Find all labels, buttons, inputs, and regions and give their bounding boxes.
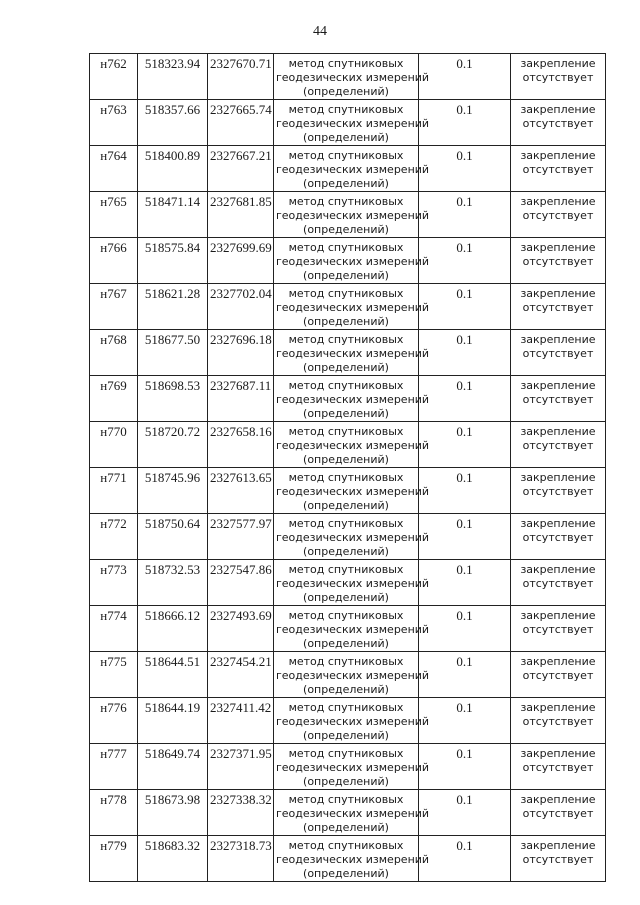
method-cell <box>274 560 430 606</box>
accuracy-cell: 0.1 <box>419 54 511 100</box>
method-line: геодезических измерений <box>276 301 430 314</box>
method-line: метод спутниковых <box>288 793 404 806</box>
fixing-line: отсутствует <box>522 485 594 498</box>
x-coordinate-cell: 518575.84 <box>138 238 208 284</box>
table-row <box>90 100 606 146</box>
method-line: (определений) <box>303 637 389 650</box>
method-line: метод спутниковых <box>288 241 404 254</box>
x-coordinate-cell: 518698.53 <box>138 376 208 422</box>
method-cell <box>274 330 430 376</box>
table-row <box>90 652 606 698</box>
method-line: (определений) <box>303 131 389 144</box>
x-coordinate-cell: 518400.89 <box>138 146 208 192</box>
point-name-cell: н770 <box>90 422 138 468</box>
fixing-line: закрепление <box>520 747 596 760</box>
y-coordinate-cell: 2327493.69 <box>208 606 274 652</box>
method-cell <box>274 284 430 330</box>
x-coordinate-cell: 518621.28 <box>138 284 208 330</box>
x-coordinate-cell: 518644.51 <box>138 652 208 698</box>
y-coordinate-cell: 2327702.04 <box>208 284 274 330</box>
x-coordinate-cell: 518745.96 <box>138 468 208 514</box>
fixing-line: закрепление <box>520 793 596 806</box>
x-coordinate-cell: 518732.53 <box>138 560 208 606</box>
fixing-line: закрепление <box>520 287 596 300</box>
accuracy-cell: 0.1 <box>419 376 511 422</box>
fixing-line: отсутствует <box>522 807 594 820</box>
method-line: (определений) <box>303 545 389 558</box>
method-line: геодезических измерений <box>276 669 430 682</box>
table-row <box>90 836 606 882</box>
point-name-cell: н777 <box>90 744 138 790</box>
x-coordinate-cell: 518750.64 <box>138 514 208 560</box>
method-cell <box>274 836 430 882</box>
accuracy-cell: 0.1 <box>419 744 511 790</box>
method-line: (определений) <box>303 407 389 420</box>
table-row <box>90 284 606 330</box>
method-line: (определений) <box>303 499 389 512</box>
fixing-cell <box>511 652 606 698</box>
method-line: (определений) <box>303 821 389 834</box>
method-line: (определений) <box>303 453 389 466</box>
point-name-cell: н762 <box>90 54 138 100</box>
point-name-cell: н769 <box>90 376 138 422</box>
method-line: (определений) <box>303 269 389 282</box>
method-line: геодезических измерений <box>276 807 430 820</box>
accuracy-cell: 0.1 <box>419 836 511 882</box>
y-coordinate-cell: 2327577.97 <box>208 514 274 560</box>
method-line: метод спутниковых <box>288 425 404 438</box>
method-line: геодезических измерений <box>276 255 430 268</box>
method-cell <box>274 422 430 468</box>
fixing-line: закрепление <box>520 563 596 576</box>
method-line: геодезических измерений <box>276 71 430 84</box>
accuracy-cell: 0.1 <box>419 238 511 284</box>
fixing-line: отсутствует <box>522 623 594 636</box>
method-line: (определений) <box>303 315 389 328</box>
fixing-cell <box>511 54 606 100</box>
method-line: метод спутниковых <box>288 287 404 300</box>
fixing-line: закрепление <box>520 609 596 622</box>
table-row <box>90 54 606 100</box>
accuracy-cell: 0.1 <box>419 790 511 836</box>
fixing-cell <box>511 514 606 560</box>
y-coordinate-cell: 2327338.32 <box>208 790 274 836</box>
point-name-cell: н776 <box>90 698 138 744</box>
fixing-line: отсутствует <box>522 853 594 866</box>
fixing-line: отсутствует <box>522 439 594 452</box>
point-name-cell: н771 <box>90 468 138 514</box>
fixing-line: отсутствует <box>522 71 594 84</box>
method-line: геодезических измерений <box>276 163 430 176</box>
method-cell <box>274 468 430 514</box>
fixing-line: отсутствует <box>522 531 594 544</box>
method-line: геодезических измерений <box>276 209 430 222</box>
table-row <box>90 146 606 192</box>
fixing-line: закрепление <box>520 471 596 484</box>
fixing-line: отсутствует <box>522 577 594 590</box>
table-row <box>90 560 606 606</box>
accuracy-cell: 0.1 <box>419 514 511 560</box>
method-line: (определений) <box>303 223 389 236</box>
method-line: геодезических измерений <box>276 117 430 130</box>
fixing-cell <box>511 836 606 882</box>
table-row <box>90 238 606 284</box>
method-line: метод спутниковых <box>288 471 404 484</box>
table-row <box>90 422 606 468</box>
accuracy-cell: 0.1 <box>419 146 511 192</box>
point-name-cell: н768 <box>90 330 138 376</box>
page-number: 44 <box>313 24 327 39</box>
method-line: (определений) <box>303 867 389 880</box>
x-coordinate-cell: 518666.12 <box>138 606 208 652</box>
method-cell <box>274 790 430 836</box>
method-cell <box>274 146 430 192</box>
point-name-cell: н767 <box>90 284 138 330</box>
y-coordinate-cell: 2327699.69 <box>208 238 274 284</box>
method-line: геодезических измерений <box>276 577 430 590</box>
method-line: метод спутниковых <box>288 701 404 714</box>
method-cell <box>274 698 430 744</box>
x-coordinate-cell: 518720.72 <box>138 422 208 468</box>
point-name-cell: н764 <box>90 146 138 192</box>
x-coordinate-cell: 518471.14 <box>138 192 208 238</box>
fixing-line: закрепление <box>520 379 596 392</box>
method-line: метод спутниковых <box>288 57 404 70</box>
fixing-line: закрепление <box>520 241 596 254</box>
coordinates-table-body <box>90 54 606 882</box>
fixing-line: закрепление <box>520 57 596 70</box>
method-line: геодезических измерений <box>276 623 430 636</box>
fixing-line: отсутствует <box>522 255 594 268</box>
table-row <box>90 744 606 790</box>
accuracy-cell: 0.1 <box>419 698 511 744</box>
accuracy-cell: 0.1 <box>419 422 511 468</box>
method-cell <box>274 376 430 422</box>
fixing-line: закрепление <box>520 333 596 346</box>
point-name-cell: н773 <box>90 560 138 606</box>
table-row <box>90 192 606 238</box>
x-coordinate-cell: 518357.66 <box>138 100 208 146</box>
point-name-cell: н763 <box>90 100 138 146</box>
y-coordinate-cell: 2327658.16 <box>208 422 274 468</box>
point-name-cell: н774 <box>90 606 138 652</box>
method-line: метод спутниковых <box>288 655 404 668</box>
method-line: геодезических измерений <box>276 439 430 452</box>
method-line: метод спутниковых <box>288 149 404 162</box>
fixing-line: отсутствует <box>522 163 594 176</box>
fixing-cell <box>511 790 606 836</box>
method-line: (определений) <box>303 591 389 604</box>
table-row <box>90 468 606 514</box>
method-line: метод спутниковых <box>288 517 404 530</box>
fixing-cell <box>511 284 606 330</box>
y-coordinate-cell: 2327454.21 <box>208 652 274 698</box>
fixing-line: закрепление <box>520 701 596 714</box>
fixing-cell <box>511 560 606 606</box>
method-line: (определений) <box>303 361 389 374</box>
y-coordinate-cell: 2327665.74 <box>208 100 274 146</box>
fixing-cell <box>511 376 606 422</box>
method-line: геодезических измерений <box>276 531 430 544</box>
method-line: метод спутниковых <box>288 839 404 852</box>
accuracy-cell: 0.1 <box>419 560 511 606</box>
fixing-cell <box>511 100 606 146</box>
point-name-cell: н775 <box>90 652 138 698</box>
fixing-line: закрепление <box>520 103 596 116</box>
method-line: (определений) <box>303 177 389 190</box>
point-name-cell: н778 <box>90 790 138 836</box>
y-coordinate-cell: 2327670.71 <box>208 54 274 100</box>
y-coordinate-cell: 2327687.11 <box>208 376 274 422</box>
accuracy-cell: 0.1 <box>419 100 511 146</box>
point-name-cell: н766 <box>90 238 138 284</box>
fixing-line: закрепление <box>520 655 596 668</box>
method-line: метод спутниковых <box>288 195 404 208</box>
fixing-line: закрепление <box>520 149 596 162</box>
accuracy-cell: 0.1 <box>419 652 511 698</box>
table-row <box>90 698 606 744</box>
accuracy-cell: 0.1 <box>419 330 511 376</box>
method-line: (определений) <box>303 683 389 696</box>
x-coordinate-cell: 518323.94 <box>138 54 208 100</box>
fixing-cell <box>511 330 606 376</box>
y-coordinate-cell: 2327547.86 <box>208 560 274 606</box>
fixing-line: закрепление <box>520 839 596 852</box>
method-line: геодезических измерений <box>276 485 430 498</box>
table-row <box>90 330 606 376</box>
method-line: геодезических измерений <box>276 347 430 360</box>
fixing-cell <box>511 422 606 468</box>
point-name-cell: н779 <box>90 836 138 882</box>
y-coordinate-cell: 2327411.42 <box>208 698 274 744</box>
method-line: геодезических измерений <box>276 393 430 406</box>
accuracy-cell: 0.1 <box>419 192 511 238</box>
method-line: геодезических измерений <box>276 853 430 866</box>
point-name-cell: н772 <box>90 514 138 560</box>
method-cell <box>274 744 430 790</box>
x-coordinate-cell: 518677.50 <box>138 330 208 376</box>
coordinates-table <box>89 53 606 882</box>
table-row <box>90 790 606 836</box>
x-coordinate-cell: 518683.32 <box>138 836 208 882</box>
fixing-cell <box>511 146 606 192</box>
fixing-line: отсутствует <box>522 669 594 682</box>
method-line: (определений) <box>303 729 389 742</box>
x-coordinate-cell: 518644.19 <box>138 698 208 744</box>
method-line: метод спутниковых <box>288 747 404 760</box>
y-coordinate-cell: 2327318.73 <box>208 836 274 882</box>
fixing-cell <box>511 744 606 790</box>
point-name-cell: н765 <box>90 192 138 238</box>
table-row <box>90 514 606 560</box>
method-line: метод спутниковых <box>288 379 404 392</box>
fixing-line: отсутствует <box>522 347 594 360</box>
method-line: геодезических измерений <box>276 761 430 774</box>
fixing-cell <box>511 698 606 744</box>
method-cell <box>274 54 430 100</box>
fixing-line: закрепление <box>520 517 596 530</box>
method-cell <box>274 238 430 284</box>
accuracy-cell: 0.1 <box>419 606 511 652</box>
fixing-line: отсутствует <box>522 761 594 774</box>
fixing-line: отсутствует <box>522 393 594 406</box>
x-coordinate-cell: 518673.98 <box>138 790 208 836</box>
method-line: метод спутниковых <box>288 333 404 346</box>
fixing-line: отсутствует <box>522 301 594 314</box>
method-line: (определений) <box>303 775 389 788</box>
method-cell <box>274 514 430 560</box>
method-line: метод спутниковых <box>288 563 404 576</box>
x-coordinate-cell: 518649.74 <box>138 744 208 790</box>
accuracy-cell: 0.1 <box>419 284 511 330</box>
y-coordinate-cell: 2327613.65 <box>208 468 274 514</box>
fixing-cell <box>511 468 606 514</box>
method-line: метод спутниковых <box>288 609 404 622</box>
fixing-cell <box>511 606 606 652</box>
method-line: геодезических измерений <box>276 715 430 728</box>
fixing-line: отсутствует <box>522 715 594 728</box>
method-line: (определений) <box>303 85 389 98</box>
method-cell <box>274 192 430 238</box>
fixing-line: закрепление <box>520 425 596 438</box>
fixing-line: отсутствует <box>522 209 594 222</box>
y-coordinate-cell: 2327681.85 <box>208 192 274 238</box>
y-coordinate-cell: 2327696.18 <box>208 330 274 376</box>
table-row <box>90 376 606 422</box>
fixing-line: закрепление <box>520 195 596 208</box>
table-row <box>90 606 606 652</box>
fixing-line: отсутствует <box>522 117 594 130</box>
method-line: метод спутниковых <box>288 103 404 116</box>
method-cell <box>274 606 430 652</box>
fixing-cell <box>511 238 606 284</box>
method-cell <box>274 100 430 146</box>
method-cell <box>274 652 430 698</box>
fixing-cell <box>511 192 606 238</box>
y-coordinate-cell: 2327667.21 <box>208 146 274 192</box>
accuracy-cell: 0.1 <box>419 468 511 514</box>
y-coordinate-cell: 2327371.95 <box>208 744 274 790</box>
